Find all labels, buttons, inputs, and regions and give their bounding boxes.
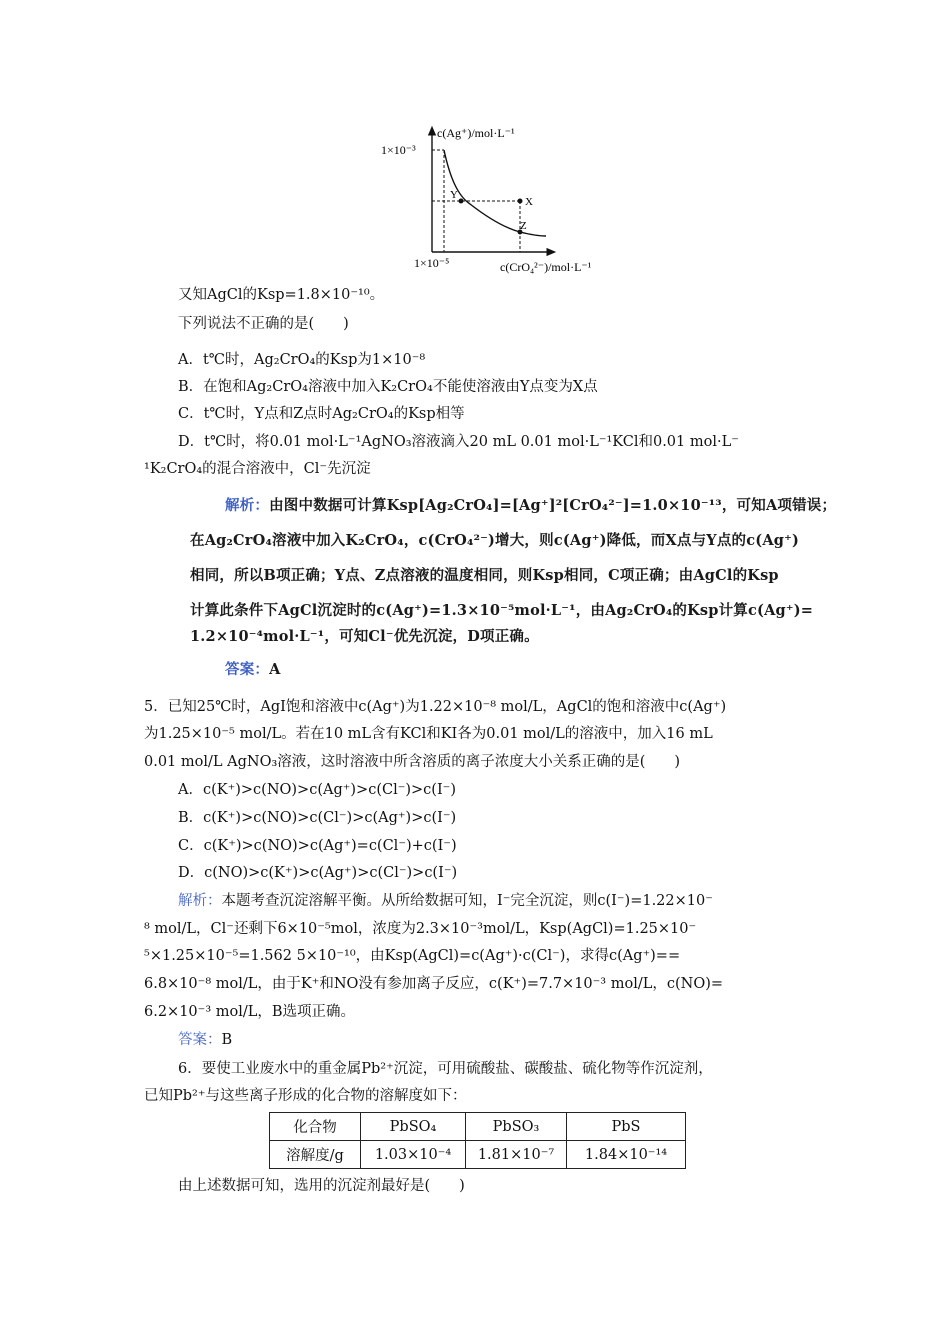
point-z-label: Z	[520, 220, 527, 232]
q5-option-a: A．c(K⁺)>c(NO)>c(Ag⁺)>c(Cl⁻)>c(I⁻)	[178, 782, 456, 798]
point-x-label: X	[525, 196, 533, 208]
table-header-cell: 化合物	[270, 1113, 361, 1141]
q5-stem-line3: 0.01 mol/L AgNO₃溶液，这时溶液中所含溶质的离子浓度大小关系正确的是( )	[144, 754, 681, 770]
point-y-dot	[459, 199, 464, 204]
q4-option-d-line1: D．t℃时，将0.01 mol·L⁻¹AgNO₃溶液滴入20 mL 0.01 mol·L⁻¹KCl和0.01 mol·L⁻	[178, 434, 739, 450]
solubility-table	[269, 1112, 686, 1169]
q5-analysis-line3: ⁵×1.25×10⁻⁵=1.562 5×10⁻¹⁰，由Ksp(AgCl)=c(Ag⁺)·c(Cl⁻)，求得c(Ag⁺)==	[144, 948, 681, 964]
q4-ksp-note: 又知AgCl的Ksp=1.8×10⁻¹⁰。	[178, 287, 385, 303]
point-y-label: Y	[450, 189, 458, 201]
table-cell: 1.84×10⁻¹⁴	[567, 1141, 686, 1169]
q5-answer-label: 答案：	[178, 1032, 222, 1048]
q5-answer	[178, 1030, 232, 1050]
q4-analysis-line2: 在Ag₂CrO₄溶液中加入K₂CrO₄，c(CrO₄²⁻)增大，则c(Ag⁺)降低，而X点与Y点的c(Ag⁺)	[190, 532, 800, 549]
q6-stem-line2: 已知Pb²⁺与这些离子形成的化合物的溶解度如下：	[144, 1088, 467, 1104]
table-row	[270, 1141, 686, 1169]
q5-stem-line2: 为1.25×10⁻⁵ mol/L。若在10 mL含有KCl和KI各为0.01 mol/L的溶液中，加入16 mL	[144, 726, 713, 742]
q5-option-c: C．c(K⁺)>c(NO)>c(Ag⁺)=c(Cl⁻)+c(I⁻)	[178, 838, 457, 854]
q6-question: 由上述数据可知，选用的沉淀剂最好是( )	[178, 1178, 465, 1194]
table-header-cell: PbSO₄	[361, 1113, 466, 1141]
q4-answer-label: 答案：	[225, 661, 270, 678]
solubility-curve	[444, 150, 546, 236]
q4-analysis-line5: 1.2×10⁻⁴mol·L⁻¹，可知Cl⁻优先沉淀，D项正确。	[190, 628, 539, 645]
table-cell: 1.03×10⁻⁴	[361, 1141, 466, 1169]
table-header-row	[270, 1113, 686, 1141]
q4-option-b: B．在饱和Ag₂CrO₄溶液中加入K₂CrO₄不能使溶液由Y点变为X点	[178, 379, 598, 395]
q4-analysis-line1	[225, 496, 836, 516]
q5-analysis-line2: ⁸ mol/L，Cl⁻还剩下6×10⁻⁵mol，浓度为2.3×10⁻³mol/L，Ksp(AgCl)=1.25×10⁻	[144, 921, 697, 937]
q4-analysis-text1: 由图中数据可计算Ksp[Ag₂CrO₄]=[Ag⁺]²[CrO₄²⁻]=1.0×10⁻¹³，可知A项错误；	[269, 497, 837, 514]
y-tick-label: 1×10⁻³	[381, 143, 416, 157]
q4-option-c: C．t℃时，Y点和Z点时Ag₂CrO₄的Ksp相等	[178, 406, 465, 422]
q5-analysis-line4: 6.8×10⁻⁸ mol/L，由于K⁺和NO没有参加离子反应，c(K⁺)=7.7×10⁻³ mol/L，c(NO)=	[144, 976, 724, 992]
table-header-cell: PbS	[567, 1113, 686, 1141]
q4-analysis-line3: 相同，所以B项正确；Y点、Z点溶液的温度相同，则Ksp相同，C项正确；由AgCl的Ksp	[190, 567, 779, 584]
q4-stem: 下列说法不正确的是( )	[178, 316, 349, 332]
q5-stem-line1: 5．已知25℃时，AgI饱和溶液中c(Ag⁺)为1.22×10⁻⁸ mol/L，AgCl的饱和溶液中c(Ag⁺)	[144, 699, 727, 715]
q5-option-b: B．c(K⁺)>c(NO)>c(Cl⁻)>c(Ag⁺)>c(I⁻)	[178, 810, 457, 826]
q5-analysis-text1: 本题考查沉淀溶解平衡。从所给数据可知，I⁻完全沉淀，则c(I⁻)=1.22×10⁻	[221, 893, 713, 909]
q5-analysis-line5: 6.2×10⁻³ mol/L，B选项正确。	[144, 1004, 356, 1020]
table-header-cell: PbSO₃	[466, 1113, 567, 1141]
q4-option-a: A．t℃时，Ag₂CrO₄的Ksp为1×10⁻⁸	[178, 352, 426, 368]
q5-analysis-line1	[178, 891, 713, 911]
q4-answer	[225, 660, 281, 680]
q5-analysis-label: 解析：	[178, 893, 222, 909]
q6-stem-line1: 6．要使工业废水中的重金属Pb²⁺沉淀，可用硫酸盐、碳酸盐、硫化物等作沉淀剂，	[178, 1061, 713, 1077]
q5-option-d: D．c(NO)>c(K⁺)>c(Ag⁺)>c(Cl⁻)>c(I⁻)	[178, 865, 458, 881]
q4-option-d-line2: ¹K₂CrO₄的混合溶液中，Cl⁻先沉淀	[144, 461, 371, 477]
solubility-curve-figure	[0, 0, 950, 290]
q5-answer-value: B	[221, 1032, 233, 1048]
q4-analysis-line4: 计算此条件下AgCl沉淀时的c(Ag⁺)=1.3×10⁻⁵mol·L⁻¹，由Ag₂CrO₄的Ksp计算c(Ag⁺)=	[190, 602, 814, 619]
table-cell: 溶解度/g	[270, 1141, 361, 1169]
y-axis-label: c(Ag⁺)/mol·L⁻¹	[437, 126, 515, 140]
q4-answer-value: A	[269, 661, 281, 678]
point-x-dot	[518, 199, 523, 204]
x-tick-label: 1×10⁻⁵	[414, 256, 450, 270]
table-cell: 1.81×10⁻⁷	[466, 1141, 567, 1169]
x-axis-label: c(CrO₄²⁻)/mol·L⁻¹	[500, 260, 592, 274]
q4-analysis-label: 解析：	[225, 497, 270, 514]
